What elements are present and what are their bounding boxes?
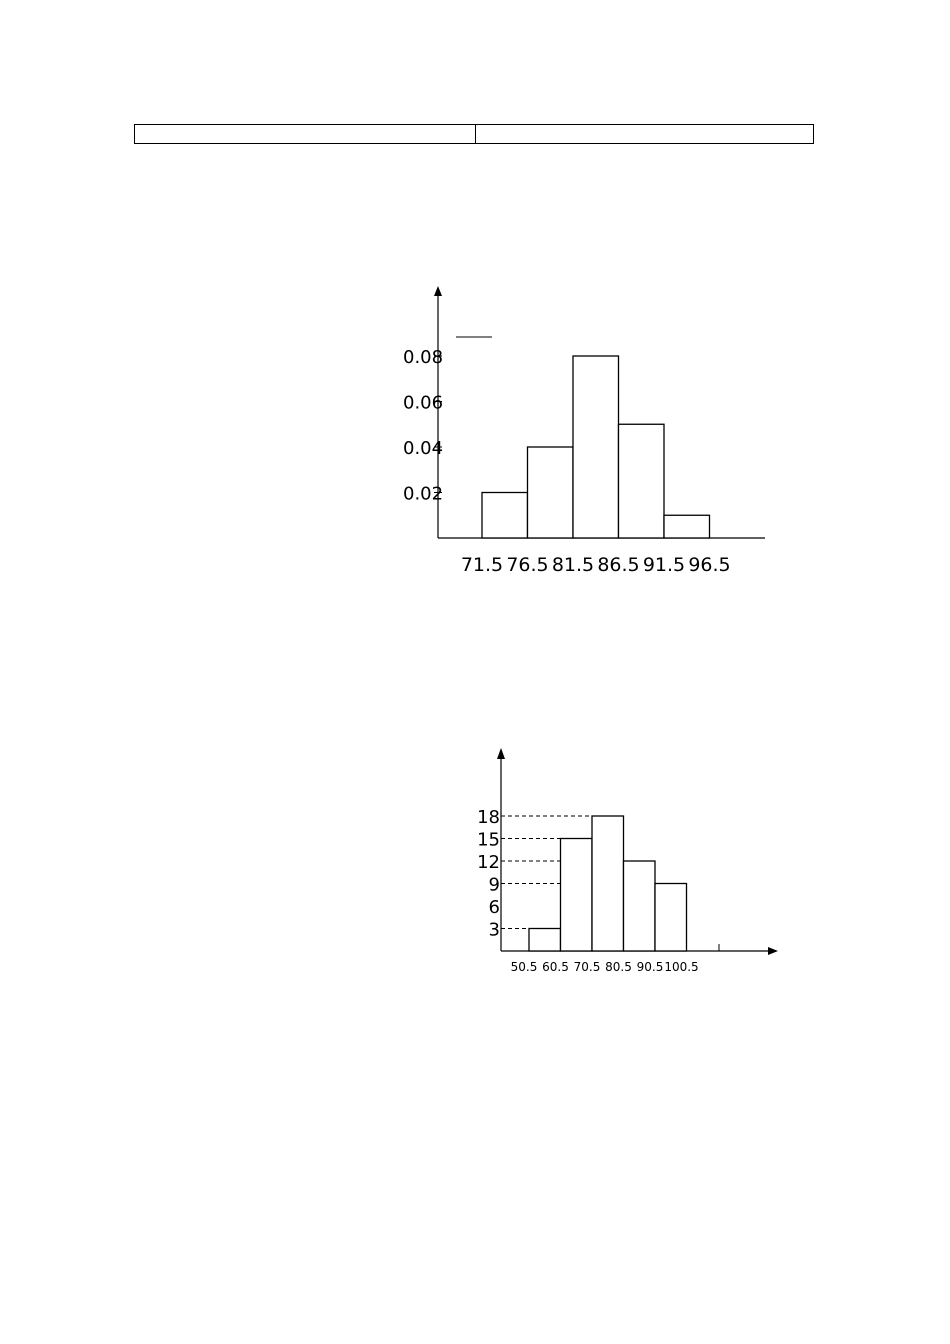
chart-q3-x-tick-label: 86.5 bbox=[597, 554, 640, 576]
chart-q4 bbox=[470, 745, 800, 1040]
chart-q4-x-arrow bbox=[768, 947, 778, 955]
chart-q4-y-tick-label: 6 bbox=[488, 897, 500, 918]
chart-q3-y-tick-label: 0.04 bbox=[403, 438, 444, 459]
chart-q3-x-tick-label: 96.5 bbox=[688, 554, 731, 576]
chart-q3-x-tick-label: 71.5 bbox=[460, 554, 504, 576]
chart-q4-y-tick-label: 9 bbox=[488, 874, 500, 896]
chart-q3-bar bbox=[482, 493, 528, 539]
chart-q4-bar bbox=[655, 884, 687, 952]
chart-q3-x-tick-label: 76.5 bbox=[506, 554, 549, 576]
chart-q4-bar bbox=[624, 861, 656, 951]
chart-q4-x-tick-label: 60.5 bbox=[542, 960, 569, 974]
chart-q4-x-tick-label: 90.5 bbox=[636, 960, 664, 974]
chart-q3-y-ticks bbox=[403, 347, 443, 505]
chart-q4-bar bbox=[529, 929, 561, 952]
chart-q4-x-ticks bbox=[511, 960, 699, 974]
section9-body bbox=[142, 1146, 153, 1321]
table-divider bbox=[475, 125, 476, 143]
chart-q3 bbox=[395, 280, 825, 610]
chart-q4-x-tick-label: 80.5 bbox=[605, 960, 632, 974]
chart-q4-x-tick-label: 70.5 bbox=[573, 960, 601, 974]
chart-q3-x-tick-label: 91.5 bbox=[642, 554, 686, 576]
chart-q3-bars bbox=[482, 356, 710, 538]
chart-q3-y-tick-label: 0.02 bbox=[403, 483, 444, 505]
chart-q3-bar bbox=[573, 356, 619, 538]
chart-q3-bar bbox=[664, 515, 710, 538]
chart-q3-x-tick-label: 81.5 bbox=[551, 554, 595, 576]
chart-q4-x-tick-label: 100.5 bbox=[664, 960, 699, 974]
chart-q3-bar bbox=[528, 447, 574, 538]
chart-q3-bar bbox=[619, 424, 665, 538]
chart-q4-y-tick-label: 15 bbox=[477, 829, 500, 851]
chart-q4-x-tick-label: 50.5 bbox=[510, 960, 538, 974]
chart-q3-y-tick-label: 0.08 bbox=[403, 347, 444, 368]
chart-q4-y-tick-label: 12 bbox=[477, 852, 500, 873]
chart-q4-bar bbox=[592, 816, 624, 951]
chart-q4-y-arrow bbox=[497, 748, 505, 759]
homework-table bbox=[134, 124, 814, 144]
chart-q4-y-tick-label: 3 bbox=[488, 919, 500, 941]
chart-q4-bar bbox=[561, 839, 593, 952]
chart-q3-y-arrow bbox=[434, 286, 442, 296]
chart-q4-y-tick-label: 18 bbox=[477, 807, 500, 828]
chart-q3-y-tick-label: 0.06 bbox=[403, 392, 444, 414]
chart-q3-x-ticks bbox=[461, 554, 731, 576]
chart-q4-y-ticks bbox=[477, 807, 500, 941]
